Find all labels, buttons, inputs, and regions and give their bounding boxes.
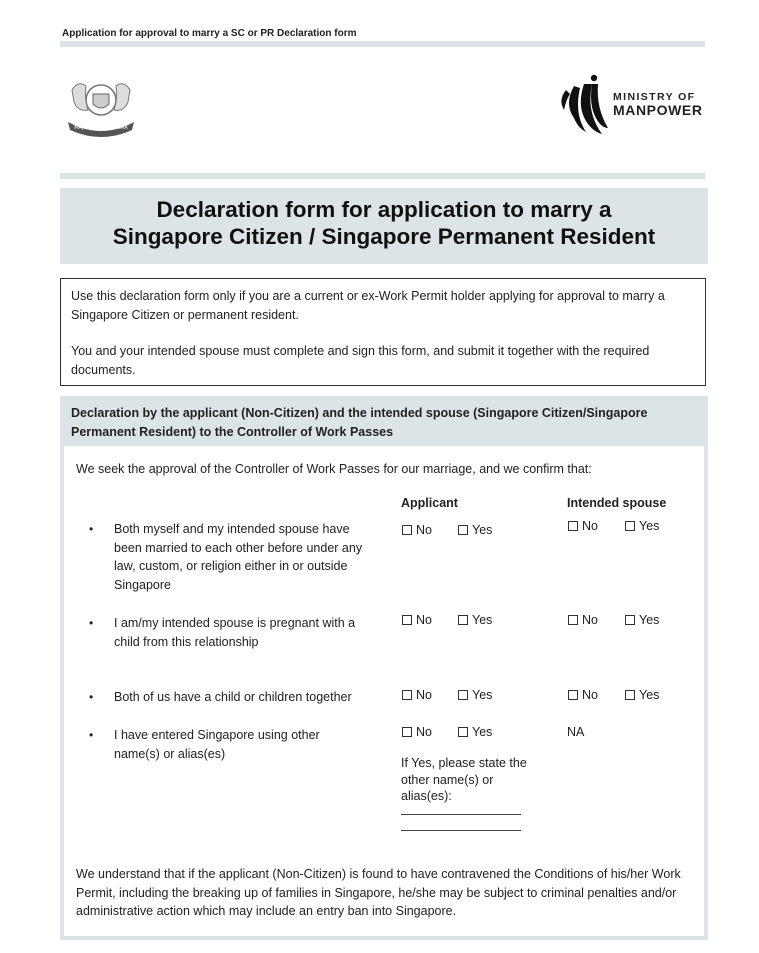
form-title: [60, 188, 708, 264]
spouse-q4-na: NA: [567, 725, 585, 739]
checkbox-box[interactable]: [402, 727, 412, 737]
checkbox-box[interactable]: [458, 525, 468, 535]
ministry-line1: MINISTRY OF: [613, 91, 696, 103]
checkbox-box[interactable]: [458, 727, 468, 737]
checkbox-box[interactable]: [568, 690, 578, 700]
applicant-q4-yes-checkbox[interactable]: [458, 725, 492, 739]
instructions-paragraph-1: Use this declaration form only if you are a current or ex-Work Permit holder applying for approval to marry a Singapore Citizen or permanent resident.: [71, 289, 665, 322]
bullet: •: [89, 522, 94, 536]
singapore-crest-icon: [62, 72, 140, 140]
bullet: •: [89, 690, 94, 704]
checkbox-label: Yes: [639, 519, 660, 533]
applicant-q1-yes-checkbox[interactable]: [458, 523, 492, 537]
ministry-name: [613, 91, 703, 117]
checkbox-box[interactable]: [568, 521, 578, 531]
spouse-q3-yes-checkbox[interactable]: [625, 688, 659, 702]
instructions-box: [60, 278, 706, 386]
applicant-q3-no-checkbox[interactable]: [402, 688, 432, 702]
checkbox-label: No: [582, 519, 598, 533]
checkbox-label: No: [416, 725, 432, 739]
title-line2: Singapore Citizen / Singapore Permanent Resident: [112, 224, 656, 249]
checkbox-box[interactable]: [458, 615, 468, 625]
checkbox-box[interactable]: [568, 615, 578, 625]
title-divider: [60, 173, 705, 179]
document-header: Application for approval to marry a SC or PR Declaration form: [62, 28, 357, 39]
checkbox-box[interactable]: [402, 690, 412, 700]
checkbox-label: No: [416, 688, 432, 702]
applicant-q3-yes-checkbox[interactable]: [458, 688, 492, 702]
checkbox-label: Yes: [472, 613, 493, 627]
column-header-intended-spouse: Intended spouse: [567, 496, 667, 510]
declaration-item-2: I am/my intended spouse is pregnant with a child from this relationship: [114, 616, 356, 649]
checkbox-label: No: [582, 688, 598, 702]
declaration-item-3: Both of us have a child or children together: [114, 690, 352, 704]
checkbox-box[interactable]: [402, 615, 412, 625]
checkbox-box[interactable]: [458, 690, 468, 700]
checkbox-label: No: [416, 523, 432, 537]
declaration-item-1: Both myself and my intended spouse have been married to each other before under any law, custom, or religion either in or outside Singapore: [114, 522, 363, 592]
checkbox-box[interactable]: [402, 525, 412, 535]
checkbox-label: Yes: [472, 523, 493, 537]
checkbox-box[interactable]: [625, 521, 635, 531]
spouse-q2-no-checkbox[interactable]: [568, 613, 598, 627]
bullet: •: [89, 616, 94, 630]
spouse-q1-yes-checkbox[interactable]: [625, 519, 659, 533]
declaration-item-4: I have entered Singapore using other name(s) or alias(es): [114, 728, 320, 761]
checkbox-label: Yes: [472, 725, 493, 739]
spouse-q2-yes-checkbox[interactable]: [625, 613, 659, 627]
alias-line-2[interactable]: [401, 830, 521, 831]
applicant-q4-no-checkbox[interactable]: [402, 725, 432, 739]
checkbox-box[interactable]: [625, 615, 635, 625]
declaration-closing: We understand that if the applicant (Non-Citizen) is found to have contravened the Conditions of his/her Work Permit, including the breaking up of families in Singapore, he/she may be subject to criminal penalties and/or administrative action which may include an entry ban into Singapore.: [76, 867, 681, 918]
header-divider: [60, 41, 705, 47]
applicant-q1-no-checkbox[interactable]: [402, 523, 432, 537]
title-line1: Declaration form for application to marry a: [156, 197, 612, 222]
instructions-paragraph-2: You and your intended spouse must complete and sign this form, and submit it together with the required documents.: [71, 344, 650, 377]
column-header-applicant: Applicant: [401, 496, 458, 510]
checkbox-label: No: [416, 613, 432, 627]
declaration-heading: Declaration by the applicant (Non-Citizen) and the intended spouse (Singapore Citizen/Singapore Permanent Resident) to the Controller of Work Passes: [71, 406, 648, 439]
ministry-line2: MANPOWER: [613, 102, 703, 118]
checkbox-label: Yes: [639, 613, 660, 627]
crest-motto: MAJULAH SINGAPURA: [74, 125, 128, 131]
checkbox-label: Yes: [472, 688, 493, 702]
spouse-q3-no-checkbox[interactable]: [568, 688, 598, 702]
checkbox-box[interactable]: [625, 690, 635, 700]
alias-line-1[interactable]: [401, 814, 521, 815]
bullet: •: [89, 728, 94, 742]
spouse-q1-no-checkbox[interactable]: [568, 519, 598, 533]
declaration-lead: We seek the approval of the Controller of Work Passes for our marriage, and we confirm that:: [76, 462, 592, 476]
checkbox-label: No: [582, 613, 598, 627]
alias-prompt: If Yes, please state the other name(s) or alias(es):: [401, 756, 527, 803]
applicant-q2-yes-checkbox[interactable]: [458, 613, 492, 627]
checkbox-label: Yes: [639, 688, 660, 702]
applicant-q2-no-checkbox[interactable]: [402, 613, 432, 627]
